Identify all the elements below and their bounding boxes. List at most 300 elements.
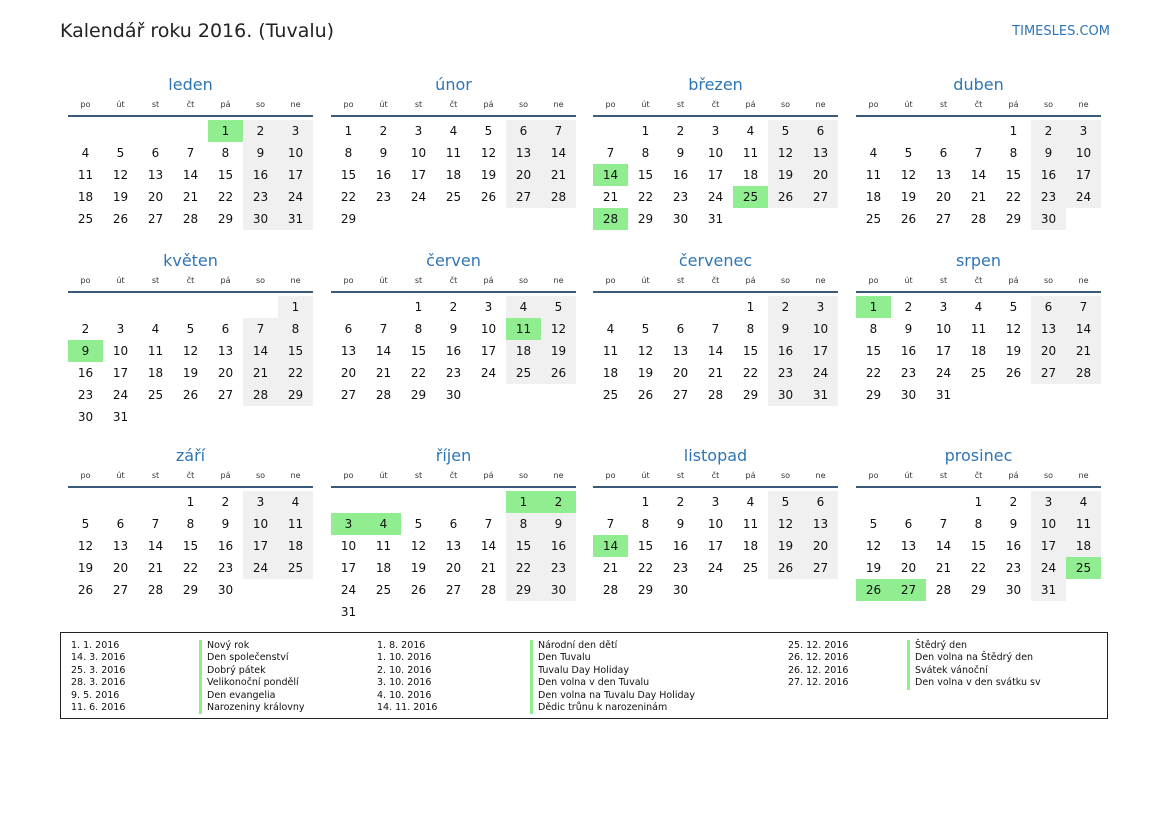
day-cell: 29 (1005, 212, 1022, 226)
day-cell: 26 (410, 583, 427, 597)
weekday-label: út (379, 471, 388, 480)
day-cell: 28 (935, 583, 952, 597)
empty-cell (243, 296, 278, 318)
weekday-header (68, 274, 313, 287)
day-cell: 30 (672, 583, 689, 597)
day-cell: 4 (974, 300, 983, 314)
weekday-header (856, 98, 1101, 111)
day-cell: 25 (865, 212, 882, 226)
day-cell: 20 (803, 164, 838, 186)
day-cell: 22 (410, 366, 427, 380)
day-cell: 24 (707, 561, 724, 575)
weekday-header (593, 274, 838, 287)
day-cell: 2 (904, 300, 913, 314)
day-cell: 28 (541, 186, 576, 208)
weekday-label: st (414, 276, 423, 285)
day-cell: 5 (484, 124, 493, 138)
day-cell: 16 (900, 344, 917, 358)
legend-entry: 26. 12. 2016 (788, 652, 849, 664)
day-cell: 16 (1031, 164, 1066, 186)
weekday-label: so (780, 100, 791, 109)
day-cell: 2 (379, 124, 388, 138)
day-cell: 18 (147, 366, 164, 380)
day-cell: 26 (637, 388, 654, 402)
day-cell: 7 (541, 120, 576, 142)
month-name: srpen (955, 251, 1002, 270)
day-cell: 20 (672, 366, 689, 380)
empty-cell (628, 296, 663, 318)
month-name: červen (426, 251, 481, 270)
day-cell: 27 (935, 212, 952, 226)
day-cell: 8 (746, 322, 755, 336)
legend-names-col-2 (530, 640, 695, 714)
day-cell: 23 (375, 190, 392, 204)
weekday-label: st (151, 471, 160, 480)
legend-names-col-1 (199, 640, 305, 714)
day-cell: 5 (414, 517, 423, 531)
empty-cell (138, 296, 173, 318)
holiday-day-cell: 14 (593, 535, 628, 557)
day-cell: 3 (484, 300, 493, 314)
day-cell: 17 (480, 344, 497, 358)
day-cell: 15 (506, 535, 541, 557)
empty-cell (138, 491, 173, 513)
day-cell: 28 (1066, 362, 1101, 384)
day-cell: 15 (182, 539, 199, 553)
weekday-label: pá (745, 276, 756, 285)
holiday-day-cell: 2 (541, 491, 576, 513)
day-cell: 28 (602, 583, 619, 597)
empty-cell (401, 491, 436, 513)
day-cell: 11 (147, 344, 164, 358)
day-cell: 5 (768, 491, 803, 513)
day-cell: 12 (112, 168, 129, 182)
day-grid (68, 491, 313, 601)
day-cell: 9 (243, 142, 278, 164)
legend-dates-col-3 (788, 640, 848, 690)
month-divider (856, 291, 1101, 293)
day-cell: 11 (278, 513, 313, 535)
day-cell: 29 (340, 212, 357, 226)
empty-cell (891, 120, 926, 142)
day-cell: 30 (900, 388, 917, 402)
day-cell: 30 (243, 208, 278, 230)
day-cell: 21 (147, 561, 164, 575)
holiday-day-cell: 26 (856, 579, 891, 601)
day-cell: 7 (186, 146, 195, 160)
day-cell: 17 (803, 340, 838, 362)
day-cell: 12 (1005, 322, 1022, 336)
legend-entry: Národní den dětí (530, 640, 695, 652)
day-cell: 26 (768, 186, 803, 208)
day-cell: 27 (672, 388, 689, 402)
weekday-label: so (255, 100, 266, 109)
weekday-label: po (868, 276, 879, 285)
empty-cell (173, 120, 208, 142)
empty-cell (68, 296, 103, 318)
empty-cell (68, 491, 103, 513)
day-cell: 12 (768, 513, 803, 535)
day-cell: 14 (1066, 318, 1101, 340)
day-cell: 24 (1066, 186, 1101, 208)
weekday-header (856, 274, 1101, 287)
legend-entry: Den volna na Štědrý den (907, 652, 1041, 664)
weekday-label: st (151, 100, 160, 109)
day-cell: 10 (243, 513, 278, 535)
weekday-header (593, 98, 838, 111)
day-cell: 7 (606, 146, 615, 160)
day-cell: 13 (803, 142, 838, 164)
holiday-legend (60, 632, 1108, 719)
day-cell: 27 (147, 212, 164, 226)
holiday-day-cell: 25 (1066, 557, 1101, 579)
empty-cell (926, 491, 961, 513)
day-cell: 20 (803, 535, 838, 557)
day-cell: 26 (480, 190, 497, 204)
day-cell: 15 (340, 168, 357, 182)
day-cell: 10 (803, 318, 838, 340)
month-name: duben (953, 75, 1004, 94)
month-červenec (593, 250, 838, 406)
day-cell: 8 (414, 322, 423, 336)
day-cell: 10 (935, 322, 952, 336)
day-cell: 27 (340, 388, 357, 402)
day-cell: 28 (480, 583, 497, 597)
day-cell: 12 (900, 168, 917, 182)
weekday-label: ne (553, 276, 564, 285)
day-cell: 10 (340, 539, 357, 553)
day-cell: 31 (803, 384, 838, 406)
day-cell: 7 (379, 322, 388, 336)
empty-cell (208, 296, 243, 318)
day-cell: 21 (935, 561, 952, 575)
day-cell: 19 (900, 190, 917, 204)
day-cell: 5 (1009, 300, 1018, 314)
day-cell: 30 (445, 388, 462, 402)
day-grid (856, 296, 1101, 406)
weekday-header (593, 469, 838, 482)
month-name: prosinec (944, 446, 1013, 465)
weekday-label: út (904, 276, 913, 285)
day-cell: 5 (116, 146, 125, 160)
day-cell: 1 (746, 300, 755, 314)
day-cell: 20 (112, 561, 129, 575)
day-cell: 30 (672, 212, 689, 226)
day-cell: 11 (970, 322, 987, 336)
day-cell: 10 (707, 146, 724, 160)
day-cell: 16 (217, 539, 234, 553)
day-cell: 13 (340, 344, 357, 358)
legend-entry: 1. 10. 2016 (377, 652, 432, 664)
day-cell: 18 (742, 168, 759, 182)
day-cell: 7 (711, 322, 720, 336)
day-cell: 22 (217, 190, 234, 204)
legend-entry: Tuvalu Day Holiday (530, 665, 695, 677)
day-cell: 2 (676, 124, 685, 138)
weekday-label: po (80, 471, 91, 480)
day-cell: 25 (278, 557, 313, 579)
day-cell: 9 (904, 322, 913, 336)
day-cell: 13 (506, 142, 541, 164)
weekday-label: so (255, 471, 266, 480)
weekday-label: so (518, 100, 529, 109)
weekday-label: po (605, 100, 616, 109)
weekday-label: pá (745, 100, 756, 109)
month-květen (68, 250, 313, 428)
day-cell: 21 (243, 362, 278, 384)
day-cell: 8 (869, 322, 878, 336)
day-cell: 18 (602, 366, 619, 380)
day-cell: 18 (970, 344, 987, 358)
legend-entry: Svátek vánoční (907, 665, 1041, 677)
legend-entry: 2. 10. 2016 (377, 664, 432, 676)
weekday-header (331, 469, 576, 482)
day-cell: 18 (375, 561, 392, 575)
day-cell: 8 (974, 517, 983, 531)
legend-entry: Nový rok (199, 640, 305, 652)
weekday-label: čt (711, 276, 720, 285)
day-cell: 10 (410, 146, 427, 160)
legend-entry: 25. 12. 2016 (788, 640, 849, 651)
day-cell: 3 (711, 124, 720, 138)
day-cell: 11 (77, 168, 94, 182)
day-cell: 16 (77, 366, 94, 380)
day-grid (856, 120, 1101, 230)
legend-entry: 14. 11. 2016 (377, 701, 438, 713)
day-cell: 19 (77, 561, 94, 575)
empty-cell (103, 120, 138, 142)
day-cell: 28 (147, 583, 164, 597)
month-divider (331, 291, 576, 293)
day-cell: 22 (182, 561, 199, 575)
day-cell: 20 (935, 190, 952, 204)
day-cell: 27 (445, 583, 462, 597)
day-cell: 9 (379, 146, 388, 160)
legend-entry: Den evangelia (199, 690, 305, 702)
day-cell: 22 (1005, 190, 1022, 204)
legend-entry: 28. 3. 2016 (71, 677, 126, 689)
day-cell: 4 (746, 124, 755, 138)
day-cell: 7 (939, 517, 948, 531)
day-cell: 31 (340, 605, 357, 619)
holiday-day-cell: 1 (856, 296, 891, 318)
empty-cell (138, 120, 173, 142)
empty-cell (961, 120, 996, 142)
weekday-label: ne (1078, 100, 1089, 109)
day-cell: 30 (768, 384, 803, 406)
day-cell: 8 (641, 517, 650, 531)
weekday-label: ne (1078, 471, 1089, 480)
weekday-label: pá (483, 276, 494, 285)
day-cell: 24 (1031, 557, 1066, 579)
empty-cell (593, 296, 628, 318)
holiday-day-cell: 3 (331, 513, 366, 535)
day-cell: 23 (672, 190, 689, 204)
day-grid (68, 296, 313, 428)
day-cell: 20 (217, 366, 234, 380)
day-cell: 11 (445, 146, 462, 160)
day-cell: 31 (707, 212, 724, 226)
day-cell: 10 (480, 322, 497, 336)
day-cell: 23 (217, 561, 234, 575)
day-cell: 22 (506, 557, 541, 579)
day-cell: 4 (746, 495, 755, 509)
day-cell: 14 (375, 344, 392, 358)
legend-entry: 3. 10. 2016 (377, 677, 432, 689)
legend-entry: Den společenství (199, 652, 305, 664)
day-cell: 6 (116, 517, 125, 531)
weekday-label: út (641, 471, 650, 480)
day-cell: 1 (278, 296, 313, 318)
weekday-label: út (641, 100, 650, 109)
day-cell: 10 (1066, 142, 1101, 164)
day-cell: 1 (414, 300, 423, 314)
day-cell: 13 (935, 168, 952, 182)
legend-entry: Velikonoční pondělí (199, 677, 305, 689)
day-cell: 23 (900, 366, 917, 380)
month-name: leden (168, 75, 213, 94)
day-cell: 17 (707, 168, 724, 182)
day-cell: 23 (1005, 561, 1022, 575)
weekday-label: st (414, 471, 423, 480)
day-cell: 18 (445, 168, 462, 182)
day-cell: 28 (970, 212, 987, 226)
site-link[interactable]: TIMESLES.COM (1012, 24, 1110, 39)
month-name: únor (435, 75, 472, 94)
weekday-label: so (1043, 100, 1054, 109)
day-cell: 3 (116, 322, 125, 336)
month-divider (593, 291, 838, 293)
month-divider (856, 486, 1101, 488)
weekday-label: so (518, 276, 529, 285)
month-divider (856, 115, 1101, 117)
day-cell: 23 (445, 366, 462, 380)
day-cell: 17 (410, 168, 427, 182)
month-leden (68, 74, 313, 230)
day-cell: 5 (541, 296, 576, 318)
legend-entry: 9. 5. 2016 (71, 689, 120, 701)
day-cell: 5 (768, 120, 803, 142)
day-cell: 16 (445, 344, 462, 358)
day-cell: 13 (112, 539, 129, 553)
day-cell: 6 (151, 146, 160, 160)
day-cell: 29 (865, 388, 882, 402)
day-cell: 8 (186, 517, 195, 531)
day-cell: 20 (340, 366, 357, 380)
day-cell: 22 (970, 561, 987, 575)
day-cell: 8 (1009, 146, 1018, 160)
day-cell: 23 (1031, 186, 1066, 208)
day-cell: 14 (182, 168, 199, 182)
day-cell: 15 (637, 539, 654, 553)
month-březen (593, 74, 838, 230)
day-cell: 11 (742, 146, 759, 160)
day-cell: 5 (81, 517, 90, 531)
day-cell: 19 (768, 535, 803, 557)
day-cell: 4 (506, 296, 541, 318)
weekday-label: út (116, 471, 125, 480)
holiday-day-cell: 28 (593, 208, 628, 230)
day-cell: 20 (147, 190, 164, 204)
day-cell: 15 (742, 344, 759, 358)
weekday-label: pá (1008, 471, 1019, 480)
day-cell: 31 (935, 388, 952, 402)
day-cell: 1 (974, 495, 983, 509)
month-říjen (331, 445, 576, 623)
legend-names-col-3 (907, 640, 1041, 690)
day-cell: 2 (768, 296, 803, 318)
day-grid (331, 491, 576, 623)
weekday-label: pá (483, 100, 494, 109)
day-cell: 14 (707, 344, 724, 358)
day-cell: 21 (375, 366, 392, 380)
day-cell: 10 (707, 517, 724, 531)
day-cell: 15 (278, 340, 313, 362)
day-cell: 10 (112, 344, 129, 358)
day-cell: 17 (707, 539, 724, 553)
day-cell: 19 (865, 561, 882, 575)
day-cell: 26 (112, 212, 129, 226)
day-cell: 7 (606, 517, 615, 531)
day-cell: 17 (935, 344, 952, 358)
holiday-day-cell: 1 (208, 120, 243, 142)
weekday-label: so (1043, 276, 1054, 285)
day-cell: 14 (970, 168, 987, 182)
weekday-label: čt (974, 471, 983, 480)
day-cell: 27 (506, 186, 541, 208)
day-cell: 18 (742, 539, 759, 553)
day-cell: 26 (900, 212, 917, 226)
day-cell: 13 (217, 344, 234, 358)
weekday-label: ne (553, 471, 564, 480)
day-cell: 3 (414, 124, 423, 138)
day-cell: 9 (221, 517, 230, 531)
day-cell: 6 (506, 120, 541, 142)
legend-entry: 27. 12. 2016 (788, 677, 849, 689)
day-cell: 9 (1031, 142, 1066, 164)
weekday-label: út (641, 276, 650, 285)
weekday-label: pá (1008, 100, 1019, 109)
day-cell: 6 (449, 517, 458, 531)
weekday-label: čt (449, 100, 458, 109)
day-cell: 29 (182, 583, 199, 597)
empty-cell (471, 491, 506, 513)
legend-entry: Narozeniny královny (199, 702, 305, 714)
day-cell: 6 (221, 322, 230, 336)
day-cell: 14 (480, 539, 497, 553)
month-prosinec (856, 445, 1101, 601)
month-únor (331, 74, 576, 230)
weekday-label: ne (1078, 276, 1089, 285)
day-grid (856, 491, 1101, 601)
day-cell: 25 (970, 366, 987, 380)
day-cell: 15 (970, 539, 987, 553)
day-cell: 14 (147, 539, 164, 553)
empty-cell (926, 120, 961, 142)
weekday-label: ne (290, 471, 301, 480)
day-cell: 24 (243, 557, 278, 579)
weekday-label: st (414, 100, 423, 109)
day-cell: 24 (410, 190, 427, 204)
day-cell: 3 (803, 296, 838, 318)
day-cell: 20 (506, 164, 541, 186)
empty-cell (331, 296, 366, 318)
day-cell: 27 (1031, 362, 1066, 384)
weekday-label: st (676, 471, 685, 480)
day-cell: 9 (449, 322, 458, 336)
day-cell: 9 (768, 318, 803, 340)
legend-entry: 14. 3. 2016 (71, 652, 126, 664)
